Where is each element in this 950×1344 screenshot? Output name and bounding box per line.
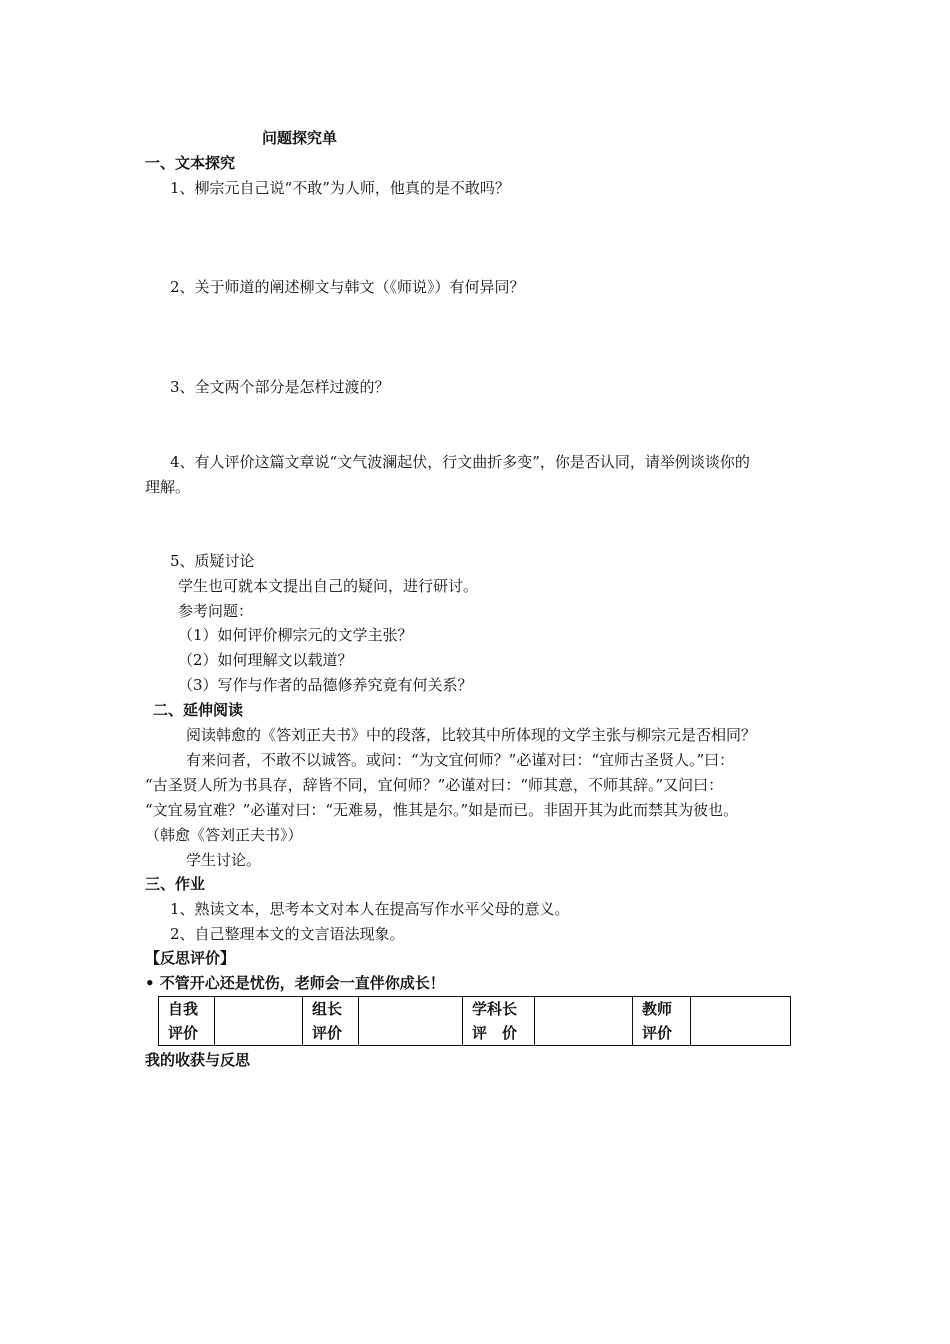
section1-heading: 一、文本探究 (145, 154, 236, 172)
ref-item: （1）如何评价柳宗元的文学主张？ (178, 626, 413, 644)
self-eval-label: 自我 评价 (159, 997, 215, 1046)
encouragement-bullet: • 不管开心还是忧伤，老师会一直伴你成长！ (145, 974, 445, 992)
subject-leader-eval-label: 学科长 评 价 (463, 997, 535, 1046)
question-5: 5、质疑讨论 (170, 552, 255, 570)
passage-line: “文宜易宜难？”必谨对曰：“无难易，惟其是尔。”如是而已。非固开其为此而禁其为彼也。 (145, 801, 739, 819)
ref-item: （2）如何理解文以载道？ (178, 651, 353, 669)
section2-intro: 阅读韩愈的《答刘正夫书》中的段落，比较其中所体现的文学主张与柳宗元是否相同？ (186, 726, 757, 744)
leader-eval-cell[interactable] (359, 997, 463, 1046)
question-3: 3、全文两个部分是怎样过渡的？ (170, 378, 390, 396)
evaluation-table (158, 996, 791, 1046)
question-2: 2、关于师道的阐述柳文与韩文（《师说》）有何异同？ (170, 278, 525, 296)
leader-eval-label: 组长 评价 (303, 997, 359, 1046)
reflection-heading: 【反思评价】 (145, 949, 236, 967)
passage-line: 有来问者，不敢不以诚答。或问：“为文宜何师？”必谨对曰：“宜师古圣贤人。”曰： (186, 751, 735, 769)
section2-discussion: 学生讨论。 (186, 851, 262, 869)
homework-item: 1、熟读文本，思考本文对本人在提高写作水平父母的意义。 (170, 900, 570, 918)
teacher-eval-cell[interactable] (691, 997, 791, 1046)
self-eval-cell[interactable] (215, 997, 303, 1046)
question-5-intro: 学生也可就本文提出自己的疑问，进行研讨。 (178, 577, 479, 595)
question-1: 1、柳宗元自己说“不敢”为人师，他真的是不敢吗？ (170, 179, 510, 197)
passage-line: “古圣贤人所为书具存，辞皆不同，宜何师？”必谨对曰：“师其意，不师其辞。”又问曰： (145, 776, 724, 794)
section2-heading: 二、延伸阅读 (153, 701, 244, 719)
page-title: 问题探究单 (262, 129, 338, 147)
gains-heading: 我的收获与反思 (145, 1051, 251, 1069)
question-4-line1: 4、有人评价这篇文章说“文气波澜起伏，行文曲折多变”，你是否认同，请举例谈谈你的 (170, 453, 750, 471)
teacher-eval-label: 教师 评价 (633, 997, 691, 1046)
homework-item: 2、自己整理本文的文言语法现象。 (170, 925, 405, 943)
question-4-line2: 理解。 (145, 478, 191, 496)
passage-source: （韩愈《答刘正夫书》） (145, 826, 303, 844)
question-5-ref: 参考问题： (178, 602, 254, 620)
ref-item: （3）写作与作者的品德修养究竟有何关系？ (178, 676, 473, 694)
subject-leader-eval-cell[interactable] (535, 997, 633, 1046)
section3-heading: 三、作业 (145, 875, 206, 893)
